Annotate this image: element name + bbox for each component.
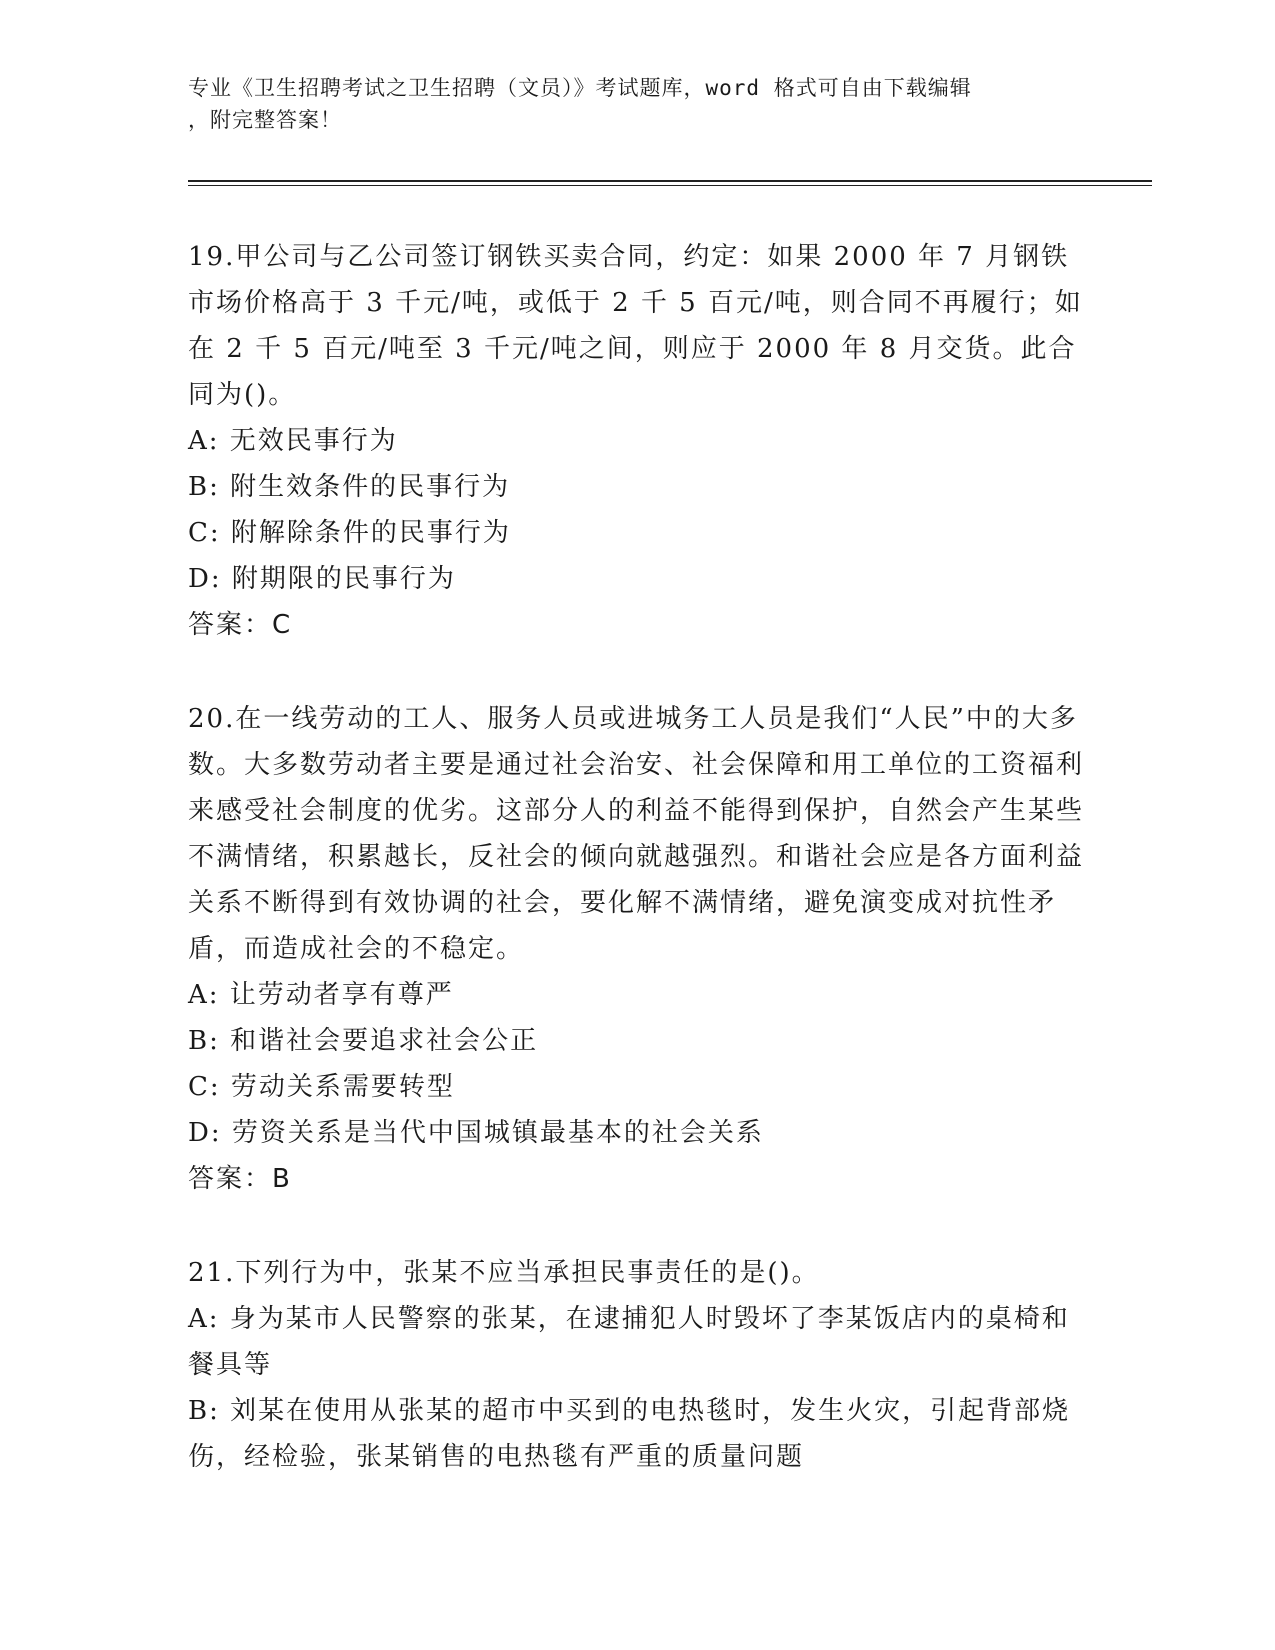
option-c: C: 附解除条件的民事行为 xyxy=(188,518,511,548)
question-21 xyxy=(188,1250,1088,1480)
option-a: A: 无效民事行为 xyxy=(188,426,398,456)
answer-label: 答案：C xyxy=(188,610,293,640)
option-b: B: 刘某在使用从张某的超市中买到的电热毯时，发生火灾，引起背部烧伤，经检验，张某销售的电热毯有严重的质量问题 xyxy=(188,1396,1071,1472)
option-d: D: 劳资关系是当代中国城镇最基本的社会关系 xyxy=(188,1118,764,1148)
question-stem: 20.在一线劳动的工人、服务人员或进城务工人员是我们“人民”中的大多数。大多数劳动者主要是通过社会治安、社会保障和用工单位的工资福利来感受社会制度的优劣。这部分人的利益不能得到保护，自然会产生某些不满情绪，积累越长，反社会的倾向就越强烈。和谐社会应是各方面利益关系不断得到有效协调的社会，要化解不满情绪，避免演变成对抗性矛盾，而造成社会的不稳定。 xyxy=(188,704,1085,964)
option-b: B: 和谐社会要追求社会公正 xyxy=(188,1026,539,1056)
answer-label: 答案：B xyxy=(188,1164,292,1194)
option-a: A: 身为某市人民警察的张某，在逮捕犯人时毁坏了李某饭店内的桌椅和餐具等 xyxy=(188,1304,1070,1380)
header-line-2: ，附完整答案！ xyxy=(188,108,342,132)
question-19 xyxy=(188,234,1088,648)
question-stem: 21.下列行为中，张某不应当承担民事责任的是()。 xyxy=(188,1258,820,1288)
option-b: B: 附生效条件的民事行为 xyxy=(188,472,511,502)
header-line-1: 专业《卫生招聘考试之卫生招聘（文员）》考试题库，word 格式可自由下载编辑 xyxy=(188,76,972,100)
option-c: C: 劳动关系需要转型 xyxy=(188,1072,455,1102)
header-divider-thin xyxy=(188,185,1152,186)
question-list xyxy=(188,234,1088,1480)
option-a: A: 让劳动者享有尊严 xyxy=(188,980,454,1010)
question-20 xyxy=(188,696,1088,1202)
question-stem: 19.甲公司与乙公司签订钢铁买卖合同，约定：如果 2000 年 7 月钢铁市场价格高于 3 千元/吨，或低于 2 千 5 百元/吨，则合同不再履行；如在 2 千 5 百元/吨至 3 千元/吨之间，则应于 2000 年 8 月交货。此合同为()。 xyxy=(188,242,1083,410)
header-divider xyxy=(188,180,1152,182)
page-header xyxy=(188,72,1068,136)
option-d: D: 附期限的民事行为 xyxy=(188,564,456,594)
